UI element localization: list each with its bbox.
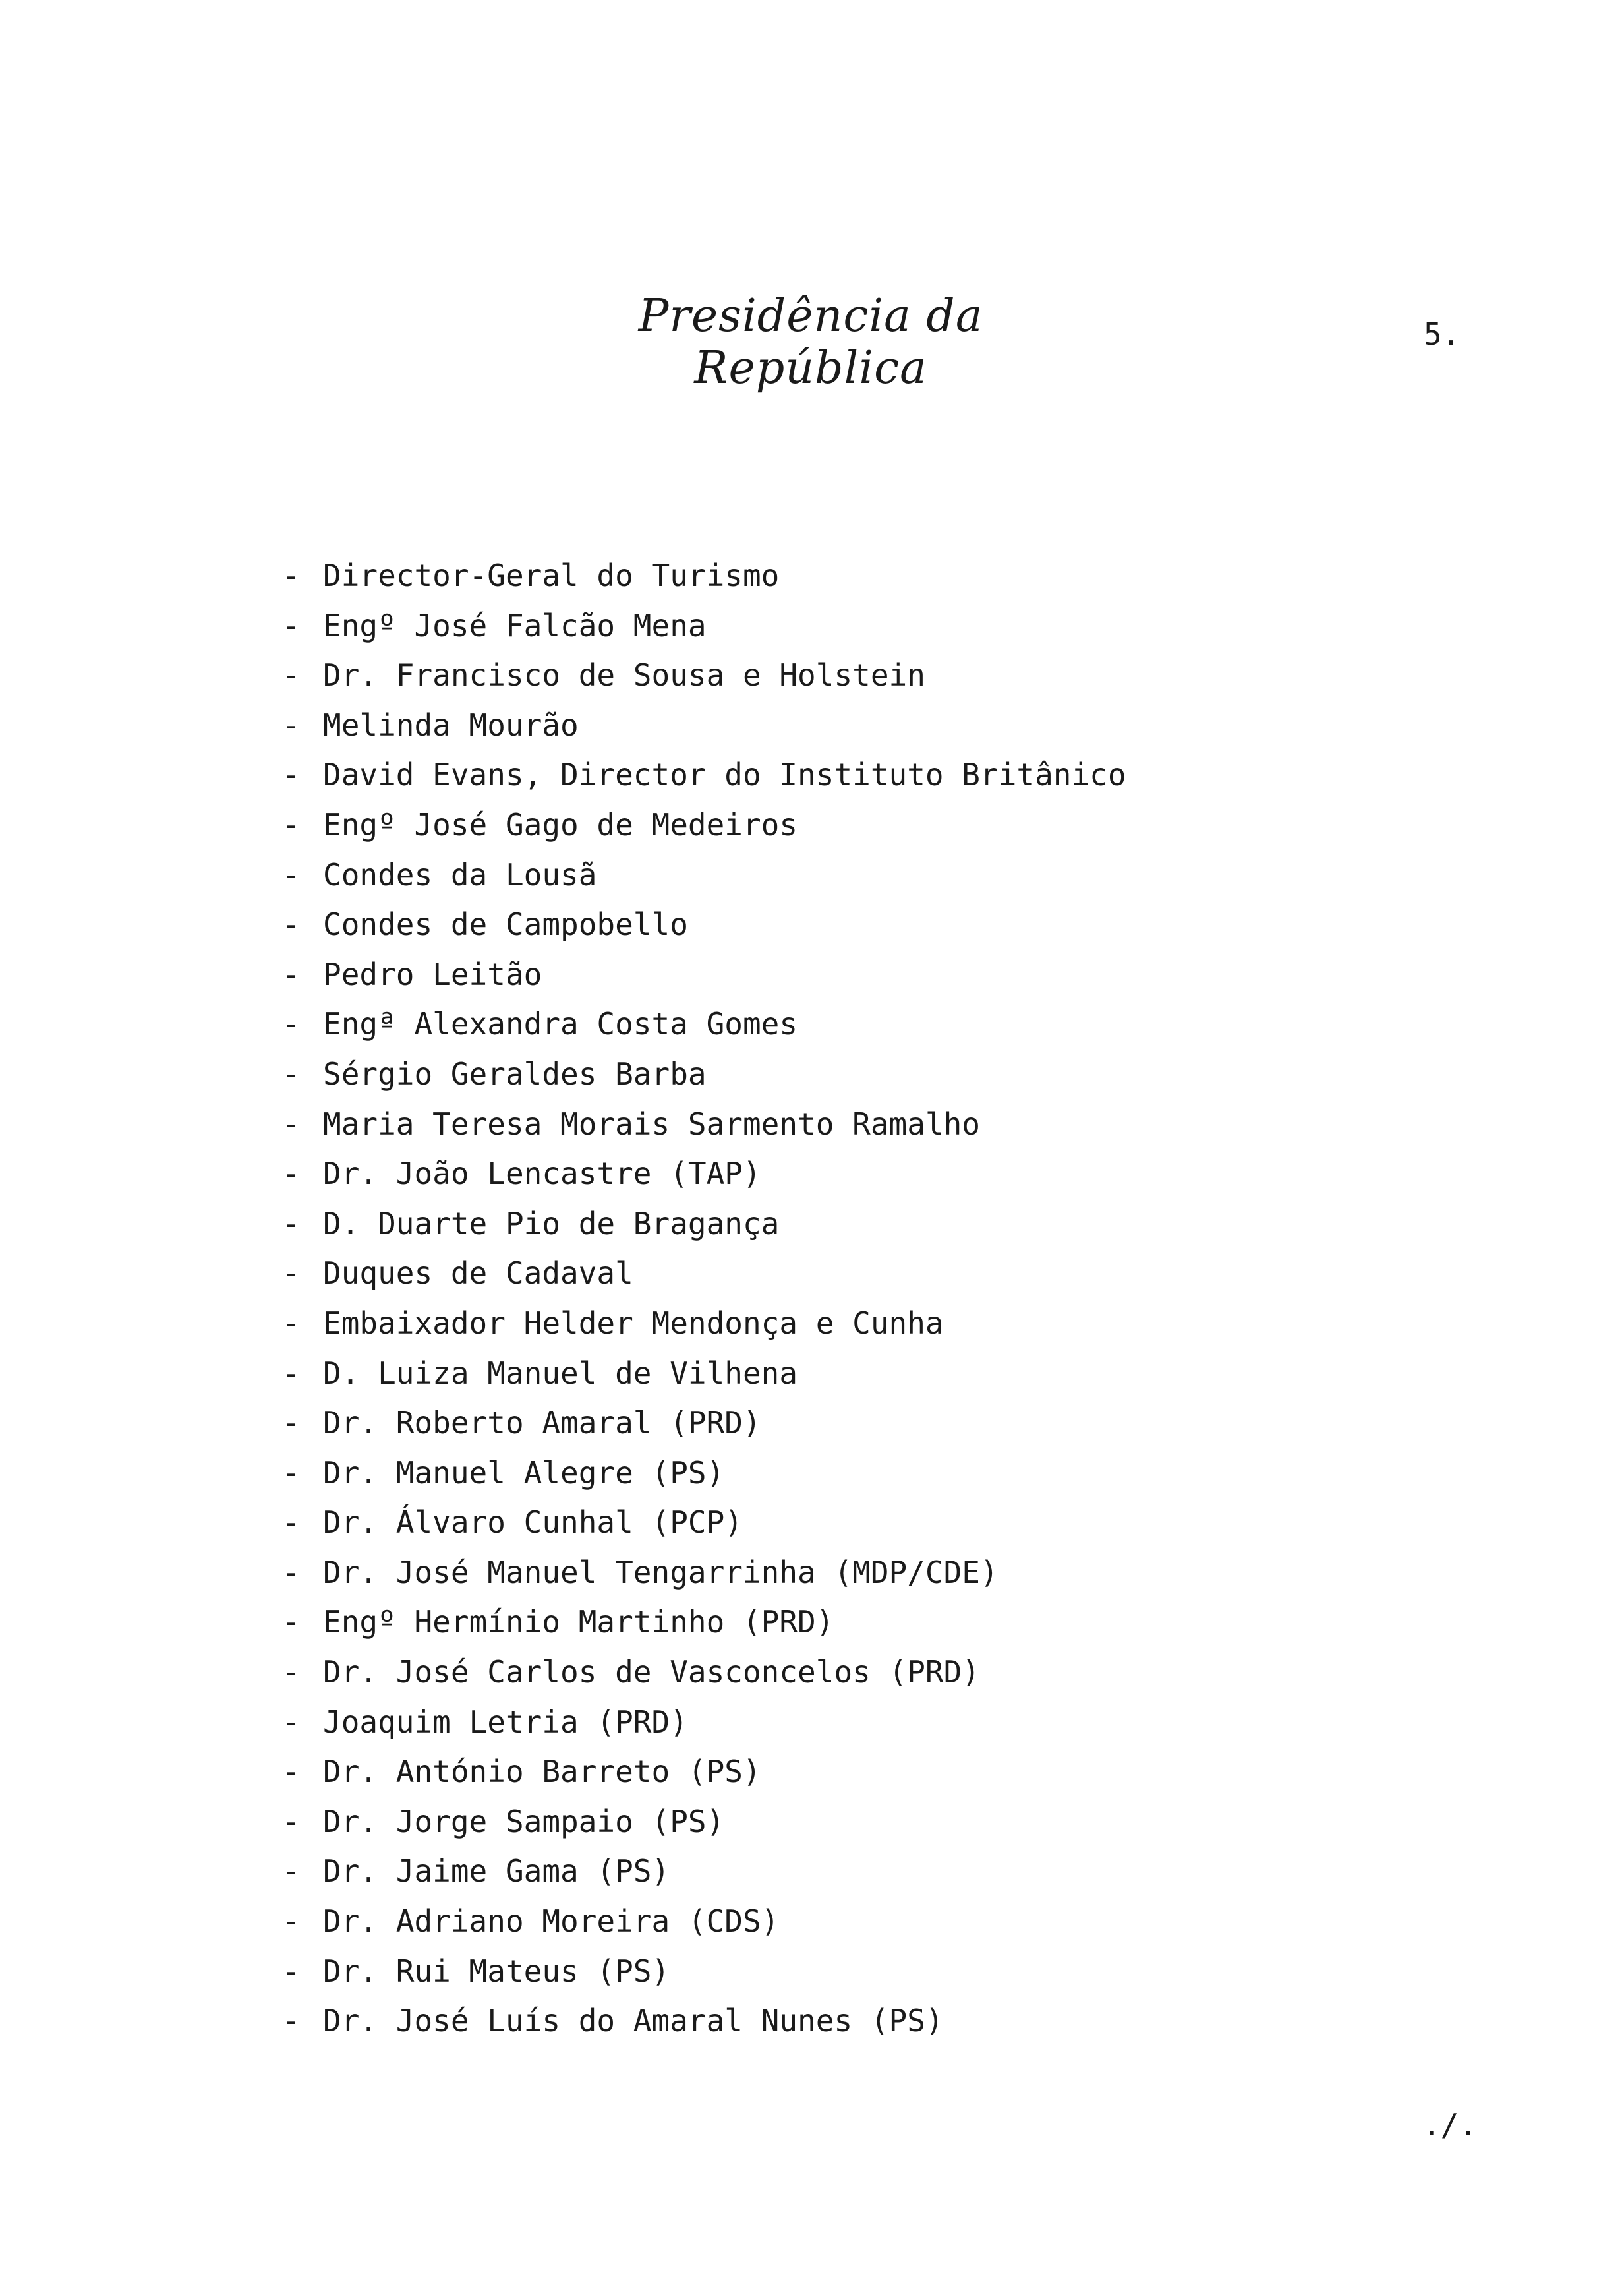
list-item: [282, 1448, 1126, 1499]
list-item-text: Dr. Rui Mateus (PS): [323, 1953, 670, 1989]
page-number: 5.: [1424, 316, 1461, 352]
list-item-text: Pedro Leitão: [323, 956, 542, 992]
list-item: [282, 601, 1126, 651]
letterhead-title: Presidência da República: [638, 290, 983, 394]
list-item: [282, 701, 1126, 751]
list-item-text: Condes de Campobello: [323, 907, 688, 943]
list-item-text: Dr. Manuel Alegre (PS): [323, 1454, 725, 1491]
list-item: [282, 1897, 1126, 1947]
list-bullet-dash: -: [282, 1156, 301, 1192]
list-item-text: Condes da Lousã: [323, 856, 597, 893]
list-item-text: Dr. Adriano Moreira (CDS): [323, 1903, 780, 1940]
list-item: [282, 1847, 1126, 1897]
list-item: [282, 1996, 1126, 2046]
list-item-text: Dr. João Lencastre (TAP): [323, 1156, 761, 1192]
list-item: [282, 1349, 1126, 1399]
list-bullet-dash: -: [282, 1255, 301, 1292]
list-bullet-dash: -: [282, 1853, 301, 1889]
list-item-text: Dr. Jaime Gama (PS): [323, 1853, 670, 1889]
list-item-text: Dr. António Barreto (PS): [323, 1754, 761, 1790]
list-item: [282, 1597, 1126, 1648]
list-bullet-dash: -: [282, 2003, 301, 2039]
list-item-text: Joaquim Letria (PRD): [323, 1704, 688, 1740]
attendee-list: [282, 551, 1126, 2046]
list-bullet-dash: -: [282, 956, 301, 992]
list-bullet-dash: -: [282, 1803, 301, 1839]
list-bullet-dash: -: [282, 707, 301, 743]
list-item-text: Duques de Cadaval: [323, 1255, 633, 1292]
list-item: [282, 1498, 1126, 1548]
list-item-text: Dr. Álvaro Cunhal (PCP): [323, 1504, 743, 1541]
list-item: [282, 1548, 1126, 1598]
list-bullet-dash: -: [282, 1405, 301, 1441]
list-item-text: Engª Alexandra Costa Gomes: [323, 1006, 798, 1042]
list-bullet-dash: -: [282, 657, 301, 694]
list-bullet-dash: -: [282, 907, 301, 943]
list-item: [282, 950, 1126, 1000]
list-item: [282, 1050, 1126, 1100]
list-item-text: D. Duarte Pio de Bragança: [323, 1205, 780, 1241]
list-item: [282, 1797, 1126, 1847]
list-item: [282, 1648, 1126, 1698]
list-bullet-dash: -: [282, 1604, 301, 1640]
list-bullet-dash: -: [282, 607, 301, 643]
list-item-text: Maria Teresa Morais Sarmento Ramalho: [323, 1106, 980, 1142]
list-item-text: Sérgio Geraldes Barba: [323, 1055, 707, 1092]
list-bullet-dash: -: [282, 1953, 301, 1989]
list-item: [282, 750, 1126, 800]
list-item-text: Dr. Jorge Sampaio (PS): [323, 1803, 725, 1839]
list-item-text: Embaixador Helder Mendonça e Cunha: [323, 1305, 944, 1341]
list-bullet-dash: -: [282, 558, 301, 593]
list-item: [282, 1149, 1126, 1199]
list-item-text: Engº José Falcão Mena: [323, 607, 707, 643]
list-item-text: Dr. José Manuel Tengarrinha (MDP/CDE): [323, 1554, 999, 1590]
list-item-text: Engº José Gago de Medeiros: [323, 806, 798, 843]
list-item: [282, 1299, 1126, 1349]
list-item: [282, 999, 1126, 1050]
list-bullet-dash: -: [282, 856, 301, 893]
list-item: [282, 1947, 1126, 1997]
list-item: [282, 900, 1126, 950]
list-bullet-dash: -: [282, 1055, 301, 1092]
list-bullet-dash: -: [282, 1454, 301, 1491]
list-item-text: Dr. Francisco de Sousa e Holstein: [323, 657, 925, 694]
list-bullet-dash: -: [282, 1106, 301, 1142]
list-item: [282, 1698, 1126, 1748]
list-item: [282, 1199, 1126, 1249]
list-bullet-dash: -: [282, 1704, 301, 1740]
list-bullet-dash: -: [282, 1205, 301, 1241]
list-item-text: David Evans, Director do Instituto Britânico: [323, 757, 1126, 793]
list-item-text: Dr. Roberto Amaral (PRD): [323, 1405, 761, 1441]
list-item-text: Melinda Mourão: [323, 707, 579, 743]
list-item: [282, 800, 1126, 850]
list-item-text: Engº Hermínio Martinho (PRD): [323, 1604, 834, 1640]
list-item-text: D. Luiza Manuel de Vilhena: [323, 1355, 798, 1391]
list-bullet-dash: -: [282, 1006, 301, 1042]
list-item: [282, 551, 1126, 601]
list-bullet-dash: -: [282, 1754, 301, 1790]
list-bullet-dash: -: [282, 806, 301, 843]
list-item: [282, 1100, 1126, 1150]
continuation-mark: ./.: [1422, 2107, 1478, 2143]
list-item: [282, 1747, 1126, 1797]
list-item: [282, 1398, 1126, 1448]
list-item-text: Director-Geral do Turismo: [323, 558, 780, 593]
list-bullet-dash: -: [282, 757, 301, 793]
list-bullet-dash: -: [282, 1654, 301, 1690]
list-bullet-dash: -: [282, 1554, 301, 1590]
list-item: [282, 1249, 1126, 1299]
list-bullet-dash: -: [282, 1355, 301, 1391]
list-bullet-dash: -: [282, 1903, 301, 1940]
list-item-text: Dr. José Luís do Amaral Nunes (PS): [323, 2003, 944, 2039]
list-item: [282, 850, 1126, 901]
list-bullet-dash: -: [282, 1504, 301, 1541]
list-bullet-dash: -: [282, 1305, 301, 1341]
list-item: [282, 651, 1126, 701]
list-item-text: Dr. José Carlos de Vasconcelos (PRD): [323, 1654, 980, 1690]
